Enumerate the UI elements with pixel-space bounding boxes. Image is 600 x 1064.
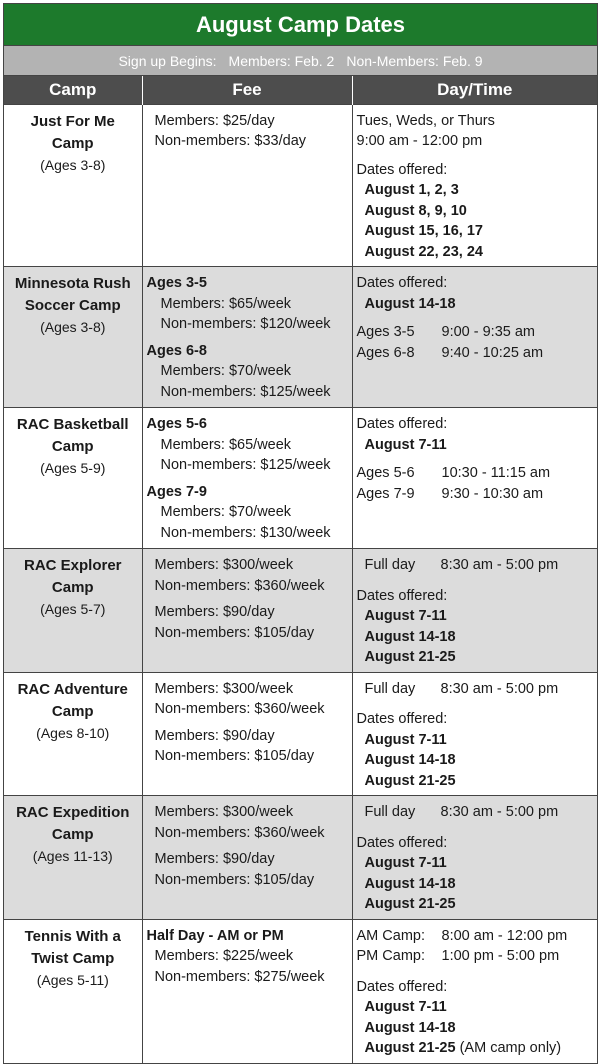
full-day-label: Full day	[364, 557, 416, 573]
full-day-time: 8:30 am - 5:00 pm	[440, 804, 559, 820]
table-row	[4, 672, 597, 796]
time-value: 9:30 - 10:30 am	[441, 485, 544, 502]
date-item: August 7-11	[364, 855, 447, 871]
dates-label: Dates offered:	[356, 834, 448, 851]
session-row	[357, 926, 594, 947]
table-row	[4, 104, 597, 267]
full-day-time: 8:30 am - 5:00 pm	[440, 680, 559, 697]
fee-group-head: Ages 5-6	[146, 416, 207, 432]
fee-line: Non-members: $360/week	[154, 824, 325, 841]
schedule-line: Tues, Weds, or Thurs	[356, 112, 495, 129]
camp-name: RAC Basketball	[16, 416, 129, 433]
fee-line: Non-members: $105/day	[154, 871, 315, 888]
header-fee: Fee	[142, 76, 352, 104]
age-label: Ages 6-8	[356, 344, 415, 361]
camp-name: Camp	[51, 438, 94, 455]
fee-cell	[142, 672, 352, 796]
camp-ages: (Ages 5-7)	[40, 601, 106, 617]
age-time-row	[357, 463, 594, 484]
dates-label: Dates offered:	[356, 416, 448, 432]
header-row	[4, 76, 597, 104]
dates-label: Dates offered:	[356, 587, 448, 604]
fee-line: Members: $65/week	[160, 436, 292, 453]
fee-line: Members: $90/day	[154, 727, 275, 744]
fee-line: Members: $225/week	[154, 948, 294, 964]
camp-table	[4, 76, 597, 1063]
fee-cell	[142, 919, 352, 1063]
day-time-cell	[352, 796, 597, 920]
date-item: August 22, 23, 24	[364, 243, 483, 260]
camp-ages: (Ages 5-11)	[36, 971, 109, 988]
fee-line: Non-members: $120/week	[160, 316, 331, 332]
camp-ages: (Ages 8-10)	[36, 724, 110, 741]
date-item: August 7-11	[364, 731, 447, 748]
day-time-cell	[352, 919, 597, 1063]
fee-cell	[142, 549, 352, 673]
camp-ages: (Ages 3-8)	[40, 156, 106, 173]
camp-ages: (Ages 5-9)	[40, 460, 106, 476]
fee-line: Members: $90/day	[154, 604, 275, 620]
fee-group-head: Ages 7-9	[146, 483, 207, 500]
full-day-row	[357, 802, 594, 823]
session-row	[357, 946, 594, 967]
fee-line: Members: $25/day	[154, 112, 275, 129]
date-text: August 21-25	[364, 1040, 456, 1056]
camp-cell	[4, 408, 142, 549]
camp-name: Twist Camp	[31, 949, 115, 967]
fee-group-head: Ages 3-5	[146, 275, 207, 291]
fee-line: Members: $70/week	[160, 363, 292, 379]
fee-line: Non-members: $33/day	[154, 133, 307, 149]
fee-line: Non-members: $360/week	[154, 701, 325, 717]
table-row	[4, 549, 597, 673]
fee-line: Members: $300/week	[154, 680, 294, 697]
camp-cell	[4, 796, 142, 920]
day-time-cell	[352, 408, 597, 549]
fee-line: Non-members: $275/week	[154, 968, 325, 985]
camp-name: Just For Me	[30, 112, 115, 130]
date-item: August 8, 9, 10	[364, 202, 467, 219]
date-item	[357, 1038, 594, 1059]
age-time-row	[357, 343, 594, 364]
fee-line: Non-members: $130/week	[160, 524, 331, 541]
dates-label: Dates offered:	[356, 161, 448, 178]
age-time-row	[357, 484, 594, 505]
table-row	[4, 796, 597, 920]
camp-cell	[4, 549, 142, 673]
date-item: August 7-11	[364, 999, 447, 1015]
full-day-time: 8:30 am - 5:00 pm	[440, 557, 559, 573]
age-time-row	[357, 322, 594, 343]
header-day-time: Day/Time	[352, 76, 597, 104]
fee-line: Members: $90/day	[154, 851, 275, 867]
day-time-cell	[352, 267, 597, 408]
fee-line: Members: $300/week	[154, 804, 294, 820]
fee-line: Members: $65/week	[160, 295, 292, 312]
schedule-line: 9:00 am - 12:00 pm	[356, 133, 483, 149]
date-item: August 21-25	[364, 896, 456, 912]
date-item: August 14-18	[364, 875, 456, 892]
session-time: 1:00 pm - 5:00 pm	[441, 948, 560, 964]
time-value: 9:00 - 9:35 am	[441, 324, 535, 340]
full-day-row	[357, 555, 594, 576]
time-value: 9:40 - 10:25 am	[441, 344, 544, 361]
full-day-row	[357, 679, 594, 700]
fee-line: Non-members: $105/day	[154, 748, 315, 764]
camp-cell	[4, 104, 142, 267]
date-item: August 21-25	[364, 649, 456, 665]
full-day-label: Full day	[364, 680, 416, 697]
camp-ages: (Ages 3-8)	[40, 319, 106, 335]
date-item: August 7-11	[364, 436, 447, 453]
date-item: August 14-18	[364, 628, 456, 645]
fee-line: Members: $300/week	[154, 557, 294, 573]
fee-cell	[142, 267, 352, 408]
fee-cell	[142, 104, 352, 267]
table-row	[4, 919, 597, 1063]
fee-line: Non-members: $125/week	[160, 457, 331, 473]
camp-name: RAC Expedition	[16, 804, 130, 821]
camp-name: RAC Adventure	[17, 680, 128, 698]
camp-name: Camp	[51, 702, 94, 720]
full-day-label: Full day	[364, 804, 416, 820]
camp-name: Tennis With a	[24, 927, 121, 945]
date-item: August 14-18	[364, 295, 456, 312]
table-row	[4, 267, 597, 408]
signup-non-members: Non-Members: Feb. 9	[346, 53, 483, 69]
camp-schedule-sheet	[3, 3, 598, 1064]
date-note: (AM camp only)	[459, 1040, 562, 1056]
camp-name: Minnesota Rush	[14, 275, 131, 292]
camp-cell	[4, 267, 142, 408]
camp-name: Soccer Camp	[24, 297, 121, 314]
camp-name: Camp	[51, 134, 94, 152]
dates-label: Dates offered:	[356, 711, 448, 727]
session-label: PM Camp:	[356, 948, 425, 964]
day-time-cell	[352, 672, 597, 796]
session-time: 8:00 am - 12:00 pm	[441, 927, 568, 944]
date-item: August 14-18	[364, 1019, 456, 1036]
age-label: Ages 3-5	[356, 324, 415, 340]
date-item: August 14-18	[364, 752, 456, 768]
signup-banner	[4, 46, 597, 76]
fee-line: Members: $70/week	[160, 504, 292, 520]
fee-line: Non-members: $125/week	[160, 383, 331, 400]
page-title: August Camp Dates	[4, 4, 597, 46]
camp-name: Camp	[51, 826, 94, 843]
time-value: 10:30 - 11:15 am	[441, 465, 551, 481]
fee-group-head: Ages 6-8	[146, 342, 207, 359]
signup-label: Sign up Begins:	[118, 53, 217, 69]
date-item: August 1, 2, 3	[364, 182, 459, 198]
age-label: Ages 5-6	[356, 465, 415, 481]
fee-cell	[142, 796, 352, 920]
camp-name: Camp	[51, 579, 94, 596]
dates-label: Dates offered:	[356, 275, 448, 291]
day-time-cell	[352, 549, 597, 673]
fee-line: Non-members: $360/week	[154, 577, 325, 594]
camp-name: RAC Explorer	[23, 557, 122, 574]
camp-cell	[4, 672, 142, 796]
signup-members: Members: Feb. 2	[228, 53, 335, 69]
dates-label: Dates offered:	[356, 978, 448, 995]
age-label: Ages 7-9	[356, 485, 415, 502]
session-label: AM Camp:	[356, 927, 425, 944]
table-row	[4, 408, 597, 549]
fee-line: Non-members: $105/day	[154, 624, 315, 641]
date-item: August 15, 16, 17	[364, 223, 483, 239]
fee-cell	[142, 408, 352, 549]
date-item: August 7-11	[364, 608, 447, 624]
fee-group-head: Half Day - AM or PM	[146, 927, 284, 944]
day-time-cell	[352, 104, 597, 267]
camp-cell	[4, 919, 142, 1063]
camp-ages: (Ages 11-13)	[32, 848, 113, 864]
header-camp: Camp	[4, 76, 142, 104]
date-item: August 21-25	[364, 772, 456, 789]
